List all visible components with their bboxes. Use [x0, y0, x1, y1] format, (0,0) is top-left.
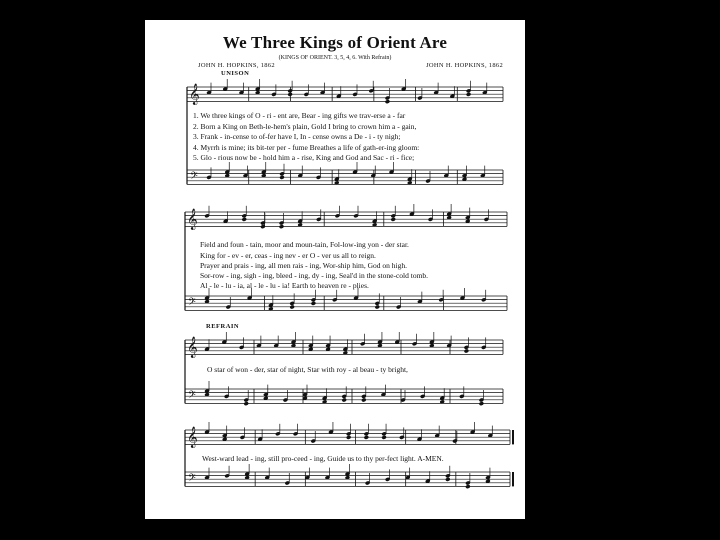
- note-head: [279, 224, 284, 229]
- note-head: [279, 175, 284, 180]
- verse-4-system-2: Sor-row - ing, sigh - ing, bleed - ing, dy - ing, Seal'd in the stone-cold tomb.: [200, 271, 429, 280]
- verse-1-system-1: 1. We three kings of O - ri - ent are, Bear - ing gifts we trav-erse a - far: [193, 111, 406, 120]
- verse-1-system-2: Field and foun - tain, moor and moun-tain, Fol-low-ing yon - der star.: [200, 240, 409, 249]
- refrain-marking: REFRAIN: [206, 323, 240, 330]
- note-head: [242, 217, 247, 222]
- treble-staff: [187, 87, 503, 101]
- bass-staff: [187, 170, 503, 184]
- tune-subtitle: (KINGS OF ORIENT. 3, 5, 4, 6. With Refrain): [278, 55, 392, 61]
- treble-clef-icon: 𝄞: [187, 427, 198, 448]
- unison-marking: UNISON: [221, 70, 250, 77]
- bass-staff: [185, 296, 507, 310]
- bass-clef-icon: 𝄢: [188, 296, 196, 310]
- treble-clef-icon: 𝄞: [189, 84, 200, 105]
- verse-5-system-1: 5. Glo - rious now be - hold him a - rise, King and God and Sac - ri - fice;: [193, 153, 415, 162]
- note-head: [341, 398, 346, 403]
- note-head: [364, 435, 369, 440]
- note-head: [243, 401, 248, 406]
- credit-right: JOHN H. HOPKINS, 1862: [426, 62, 503, 69]
- refrain-lyrics-line-1: O star of won - der, star of night, Star with roy - al beau - ty bright,: [207, 365, 408, 374]
- note-head: [361, 398, 366, 403]
- note-head: [466, 92, 471, 97]
- note-head: [346, 435, 351, 440]
- verse-3-system-2: Prayer and prais - ing, all men rais - ing, Wor-ship him, God on high.: [200, 261, 407, 270]
- treble-clef-icon: 𝄞: [187, 337, 198, 358]
- verse-3-system-1: 3. Frank - in-cense to of-fer have I, In - cense owns a De - i - ty nigh;: [193, 132, 401, 141]
- verse-2-system-2: King for - ev - er, ceas - ing nev - er O - ver us all to reign.: [200, 251, 376, 260]
- bass-clef-icon: 𝄢: [190, 170, 198, 184]
- verse-4-system-1: 4. Myrrh is mine; its bit-ter per - fume Breathes a life of gath-er-ing gloom:: [193, 143, 420, 152]
- note-head: [311, 301, 316, 306]
- bass-clef-icon: 𝄢: [188, 389, 196, 403]
- note-head: [385, 99, 390, 104]
- verse-5-system-2: Al - le - lu - ia, al - le - lu - ia! Earth to heaven re - plies.: [200, 281, 369, 290]
- treble-staff: [185, 212, 507, 226]
- note-head: [375, 305, 380, 310]
- treble-clef-icon: 𝄞: [187, 209, 198, 230]
- note-head: [445, 477, 450, 482]
- refrain-lyrics-line-2: West-ward lead - ing, still pro-ceed - ing, Guide us to thy per-fect light. A-MEN.: [202, 454, 444, 463]
- hymn-title: We Three Kings of Orient Are: [222, 33, 448, 52]
- note-head: [479, 401, 484, 406]
- note-head: [391, 217, 396, 222]
- bass-clef-icon: 𝄢: [188, 472, 196, 486]
- note-head: [465, 484, 470, 489]
- note-head: [381, 435, 386, 440]
- verse-2-system-1: 2. Born a King on Beth-le-hem's plain, Gold I bring to crown him a - gain,: [193, 122, 417, 131]
- sheet-music-page: [145, 20, 525, 519]
- note-head: [289, 305, 294, 310]
- credit-left: JOHN H. HOPKINS, 1862: [198, 62, 275, 69]
- note-head: [464, 349, 469, 354]
